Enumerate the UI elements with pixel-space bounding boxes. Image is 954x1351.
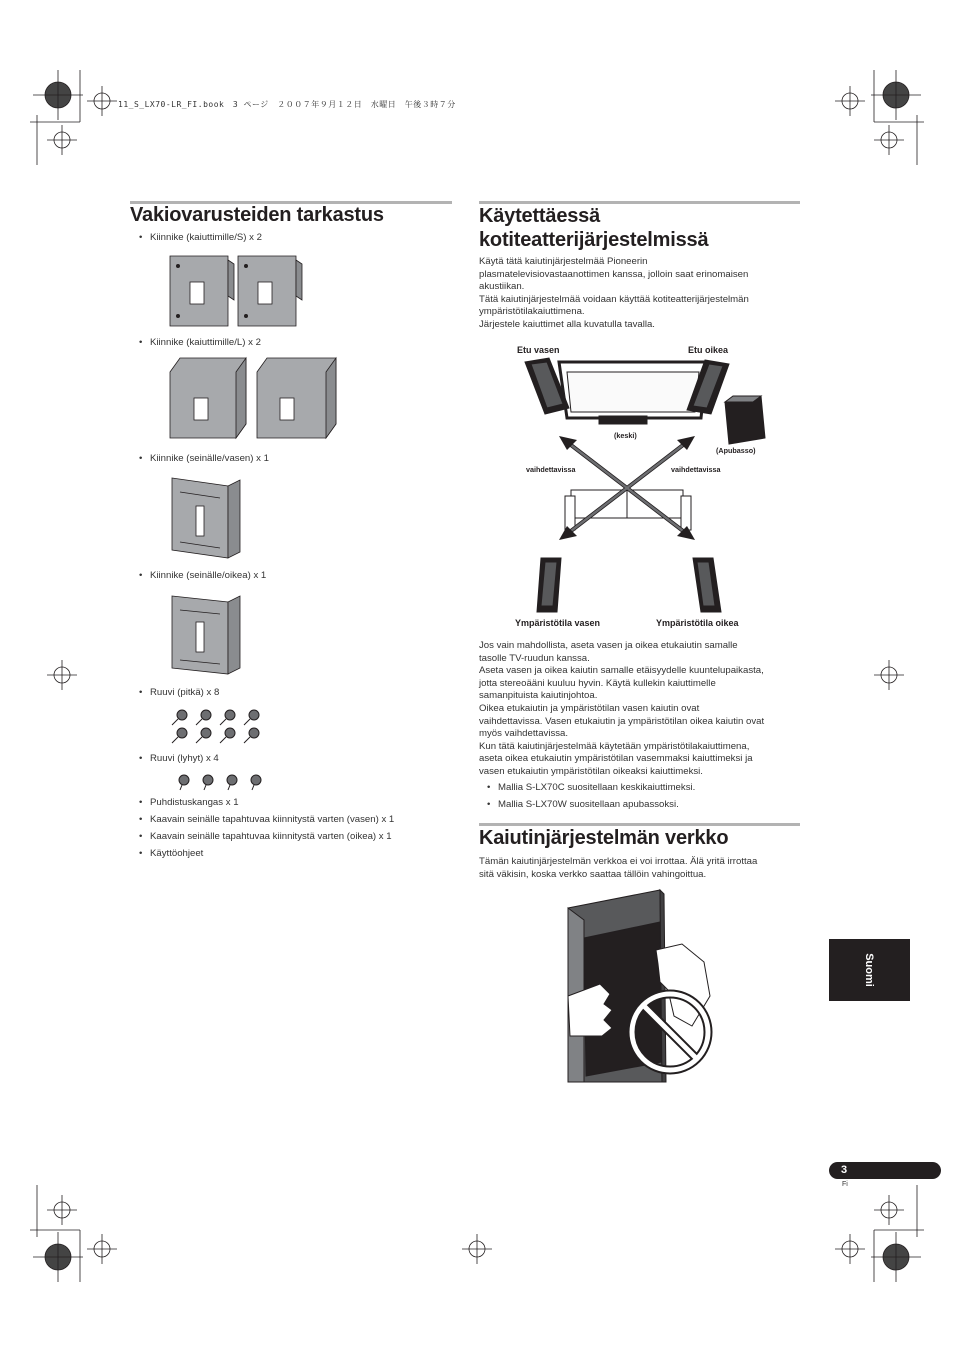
section-title-home-theater-line2: kotiteatterijärjestelmissä	[479, 229, 709, 251]
list-item: • Ruuvi (lyhyt) x 4	[150, 753, 219, 764]
net-paragraph: Tämän kaiutinjärjestelmän verkkoa ei voi irrottaa. Älä yritä irrottaa sitä väkisin, koska verkko saattaa tällöin vahingoittua.	[479, 856, 758, 880]
list-item: • Kiinnike (seinälle/oikea) x 1	[150, 570, 266, 581]
side-tab-label: Suomi	[863, 953, 875, 987]
page-number: 3	[841, 1164, 848, 1176]
page-number-badge	[829, 1162, 941, 1179]
list-item: • Käyttöohjeet	[150, 848, 203, 859]
label-swappable-right: vaihdettavissa	[671, 465, 721, 474]
section-title-home-theater-line1: Käytettäessä	[479, 205, 601, 227]
print-info-header: 11_S_LX70-LR_FI.book 3 ページ ２００７年９月１２日 水曜日 午後３時７分	[118, 100, 456, 109]
list-item: • Kiinnike (kaiuttimille/L) x 2	[150, 337, 261, 348]
section-title-net: Kaiutinjärjestelmän verkko	[479, 827, 729, 849]
list-item: • Mallia S-LX70W suositellaan apubassoksi.	[498, 799, 679, 810]
list-item: • Puhdistuskangas x 1	[150, 797, 239, 808]
label-center: (keski)	[614, 431, 637, 440]
list-item: • Kiinnike (kaiuttimille/S) x 2	[150, 232, 262, 243]
label-swappable-left: vaihdettavissa	[526, 465, 576, 474]
label-surround-left: Ympäristötila vasen	[515, 618, 601, 628]
list-item: • Ruuvi (pitkä) x 8	[150, 687, 219, 698]
label-front-left: Etu vasen	[517, 345, 560, 355]
label-front-right: Etu oikea	[688, 345, 729, 355]
language-side-tab	[829, 939, 910, 1001]
intro-paragraph: Käytä tätä kaiutinjärjestelmää Pioneerin plasmatelevisiovastaanottimen kanssa, jolloin saat erinomaisen akustiikan. Tätä kaiutinjärjestelmää voidaan käyttää kotiteatterijärjestelmän ympäristötilakaiuttimena. Järjestele kaiuttimet alla kuvatulla tavalla.	[479, 256, 749, 330]
placement-paragraph: Jos vain mahdollista, aseta vasen ja oikea etukaiutin samalle tasolle TV-ruudun kanssa. Aseta vasen ja oikea kaiutin samalle etäisyydelle kuuntelupaikasta, jotta stereoääni kuuluu hyvin. Käytä kullekin kaiuttimelle samanpituista kaiutinjohtoa. Oikea etukaiutin ja ympäristötilan vasen kaiutin ovat vaihdettavissa. Vasen etukaiutin ja ympäristötilan oikea kaiutin ovat myös vaihdettavissa. Kun tätä kaiutinjärjestelmää käytetään ympäristötilakaiuttimena, aseta oikea etukaiutin ympäristötilan vasemmaksi kaiuttimeksi ja vasen etukaiutin ympäristötilan oikeaksi kaiuttimeksi.	[479, 640, 765, 777]
list-item: • Mallia S-LX70C suositellaan keskikaiuttimeksi.	[498, 782, 695, 793]
list-item: • Kiinnike (seinälle/vasen) x 1	[150, 453, 269, 464]
list-item: • Kaavain seinälle tapahtuvaa kiinnitystä varten (oikea) x 1	[150, 831, 392, 842]
language-code: Fi	[842, 1181, 848, 1188]
label-subwoofer: (Apubasso)	[716, 446, 756, 455]
list-item: • Kaavain seinälle tapahtuvaa kiinnitystä varten (vasen) x 1	[150, 814, 394, 825]
label-surround-right: Ympäristötila oikea	[656, 618, 739, 628]
section-title-accessories: Vakiovarusteiden tarkastus	[130, 204, 384, 226]
